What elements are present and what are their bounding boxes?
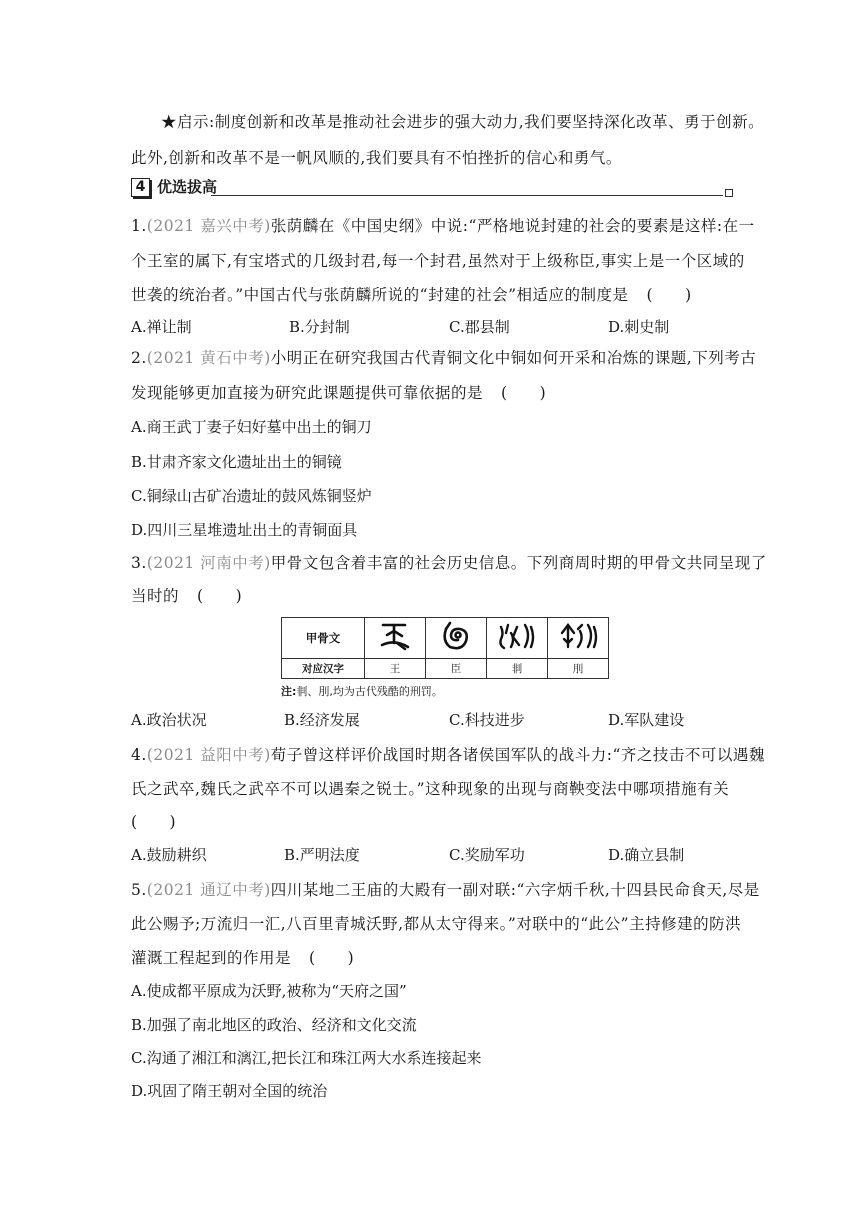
- table-row: [282, 659, 609, 679]
- oracle-glyph-wang: [365, 618, 426, 659]
- question-text: 张荫麟在《中国史纲》中说:“严格地说封建的社会的要素是这样:在一: [270, 217, 755, 235]
- option-a[interactable]: A.使成都平原成为沃野,被称为“天府之国”: [131, 982, 407, 1000]
- option-b[interactable]: B.分封制: [289, 318, 350, 336]
- option-b[interactable]: B.甘肃齐家文化遗址出土的铜镜: [131, 453, 342, 471]
- question-source: (2021 河南中考): [146, 554, 271, 572]
- oracle-fei-icon: [495, 619, 539, 653]
- answer-blank[interactable]: ( ): [131, 813, 177, 831]
- question-source: (2021 通辽中考): [146, 881, 271, 899]
- question-number: 2.: [131, 349, 147, 367]
- question-source: (2021 益阳中考): [146, 746, 271, 764]
- option-b[interactable]: B.经济发展: [284, 711, 360, 729]
- question-2-line-1: [131, 348, 756, 368]
- option-d[interactable]: D.军队建设: [608, 711, 685, 729]
- section-number-badge: 4: [131, 178, 150, 197]
- oracle-yue-icon: [556, 619, 600, 653]
- option-a[interactable]: A.鼓励耕织: [131, 846, 207, 864]
- option-c[interactable]: C.奖励军功: [449, 846, 525, 864]
- option-c[interactable]: C.郡县制: [449, 318, 510, 336]
- answer-blank[interactable]: ( ): [501, 384, 547, 402]
- row-label: 甲骨文: [282, 618, 365, 659]
- note-text: 剕、刖,均为古代残酷的刑罚。: [296, 685, 443, 698]
- question-5-line-2: 此公赐予;万流归一汇,八百里青城沃野,都从太守得来。”对联中的“此公”主持修建的防洪: [131, 915, 742, 933]
- table-cell: 臣: [426, 659, 487, 679]
- question-5-line-3: [131, 948, 354, 968]
- option-b[interactable]: B.加强了南北地区的政治、经济和文化交流: [131, 1016, 417, 1034]
- question-2-line-2: [131, 383, 546, 403]
- table-cell: 刖: [548, 659, 609, 679]
- question-text: 发现能够更加直接为研究此课题提供可靠依据的是: [131, 384, 484, 402]
- oracle-glyph-chen: [426, 618, 487, 659]
- option-d[interactable]: D.刺史制: [608, 318, 670, 336]
- question-text: 小明正在研究我国古代青铜文化中铜如何开采和冶炼的课题,下列考古: [270, 349, 757, 367]
- question-1-line-3: [131, 285, 692, 305]
- table-row: [282, 618, 609, 659]
- option-b[interactable]: B.严明法度: [284, 846, 360, 864]
- question-3-line-1: [131, 553, 767, 573]
- answer-blank[interactable]: ( ): [646, 286, 692, 304]
- question-3-line-2: [131, 586, 242, 606]
- table-cell: 剕: [487, 659, 548, 679]
- section-corner-mark: [725, 189, 733, 197]
- option-c[interactable]: C.沟通了湘江和漓江,把长江和珠江两大水系连接起来: [131, 1049, 482, 1067]
- question-source: (2021 黄石中考): [146, 349, 271, 367]
- question-text: 荀子曾这样评价战国时期各诸侯国军队的战斗力:“齐之技击不可以遇魏: [270, 746, 765, 764]
- question-number: 5.: [131, 881, 147, 899]
- question-5-line-1: [131, 880, 760, 900]
- question-4-line-2: 氏之武卒,魏氏之武卒不可以遇秦之锐士。”这种现象的出现与商鞅变法中哪项措施有关: [131, 780, 730, 798]
- note-label: 注:: [281, 685, 297, 698]
- hint-line-2: 此外,创新和改革不是一帆风顺的,我们要具有不怕挫折的信心和勇气。: [131, 149, 622, 167]
- option-c[interactable]: C.铜绿山古矿冶遗址的鼓风炼铜竖炉: [131, 487, 372, 505]
- question-1-line-2: 个王室的属下,有宝塔式的几级封君,每一个封君,虽然对于上级称臣,事实上是一个区域的: [131, 252, 745, 270]
- question-text: 当时的: [131, 587, 180, 605]
- answer-blank[interactable]: ( ): [197, 587, 243, 605]
- oracle-wang-icon: [375, 619, 415, 653]
- table-note: [281, 685, 443, 699]
- question-number: 3.: [131, 554, 147, 572]
- question-number: 1.: [131, 217, 147, 235]
- section-divider: [211, 195, 723, 196]
- section-header: [131, 178, 733, 200]
- oracle-glyph-yue: [548, 618, 609, 659]
- option-a[interactable]: A.禅让制: [131, 318, 192, 336]
- option-d[interactable]: D.四川三星堆遗址出土的青铜面具: [131, 521, 358, 539]
- option-a[interactable]: A.政治状况: [131, 711, 207, 729]
- answer-blank[interactable]: ( ): [309, 949, 355, 967]
- question-1-line-1: [131, 216, 755, 236]
- oracle-bone-table: [281, 617, 609, 679]
- option-c[interactable]: C.科技进步: [449, 711, 525, 729]
- row-label: 对应汉字: [282, 659, 365, 679]
- question-text: 甲骨文包含着丰富的社会历史信息。下列商周时期的甲骨文共同呈现了: [270, 554, 767, 572]
- question-source: (2021 嘉兴中考): [146, 217, 271, 235]
- question-text: 灌溉工程起到的作用是: [131, 949, 292, 967]
- hint-line-1: ★启示:制度创新和改革是推动社会进步的强大动力,我们要坚持深化改革、勇于创新。: [161, 113, 765, 131]
- option-a[interactable]: A.商王武丁妻子妇好墓中出土的铜刀: [131, 418, 372, 436]
- option-d[interactable]: D.巩固了隋王朝对全国的统治: [131, 1082, 328, 1100]
- question-4-line-1: [131, 745, 765, 765]
- table-cell: 王: [365, 659, 426, 679]
- question-text: 四川某地二王庙的大殿有一副对联:“六字炳千秋,十四县民命食天,尽是: [270, 881, 760, 899]
- question-text: 世袭的统治者。”中国古代与张荫麟所说的“封建的社会”相适应的制度是: [131, 286, 629, 304]
- option-d[interactable]: D.确立县制: [608, 846, 685, 864]
- section-title: 优选拔高: [157, 178, 218, 196]
- question-4-line-3: [131, 812, 176, 832]
- oracle-glyph-fei: [487, 618, 548, 659]
- question-number: 4.: [131, 746, 147, 764]
- oracle-chen-icon: [436, 619, 476, 653]
